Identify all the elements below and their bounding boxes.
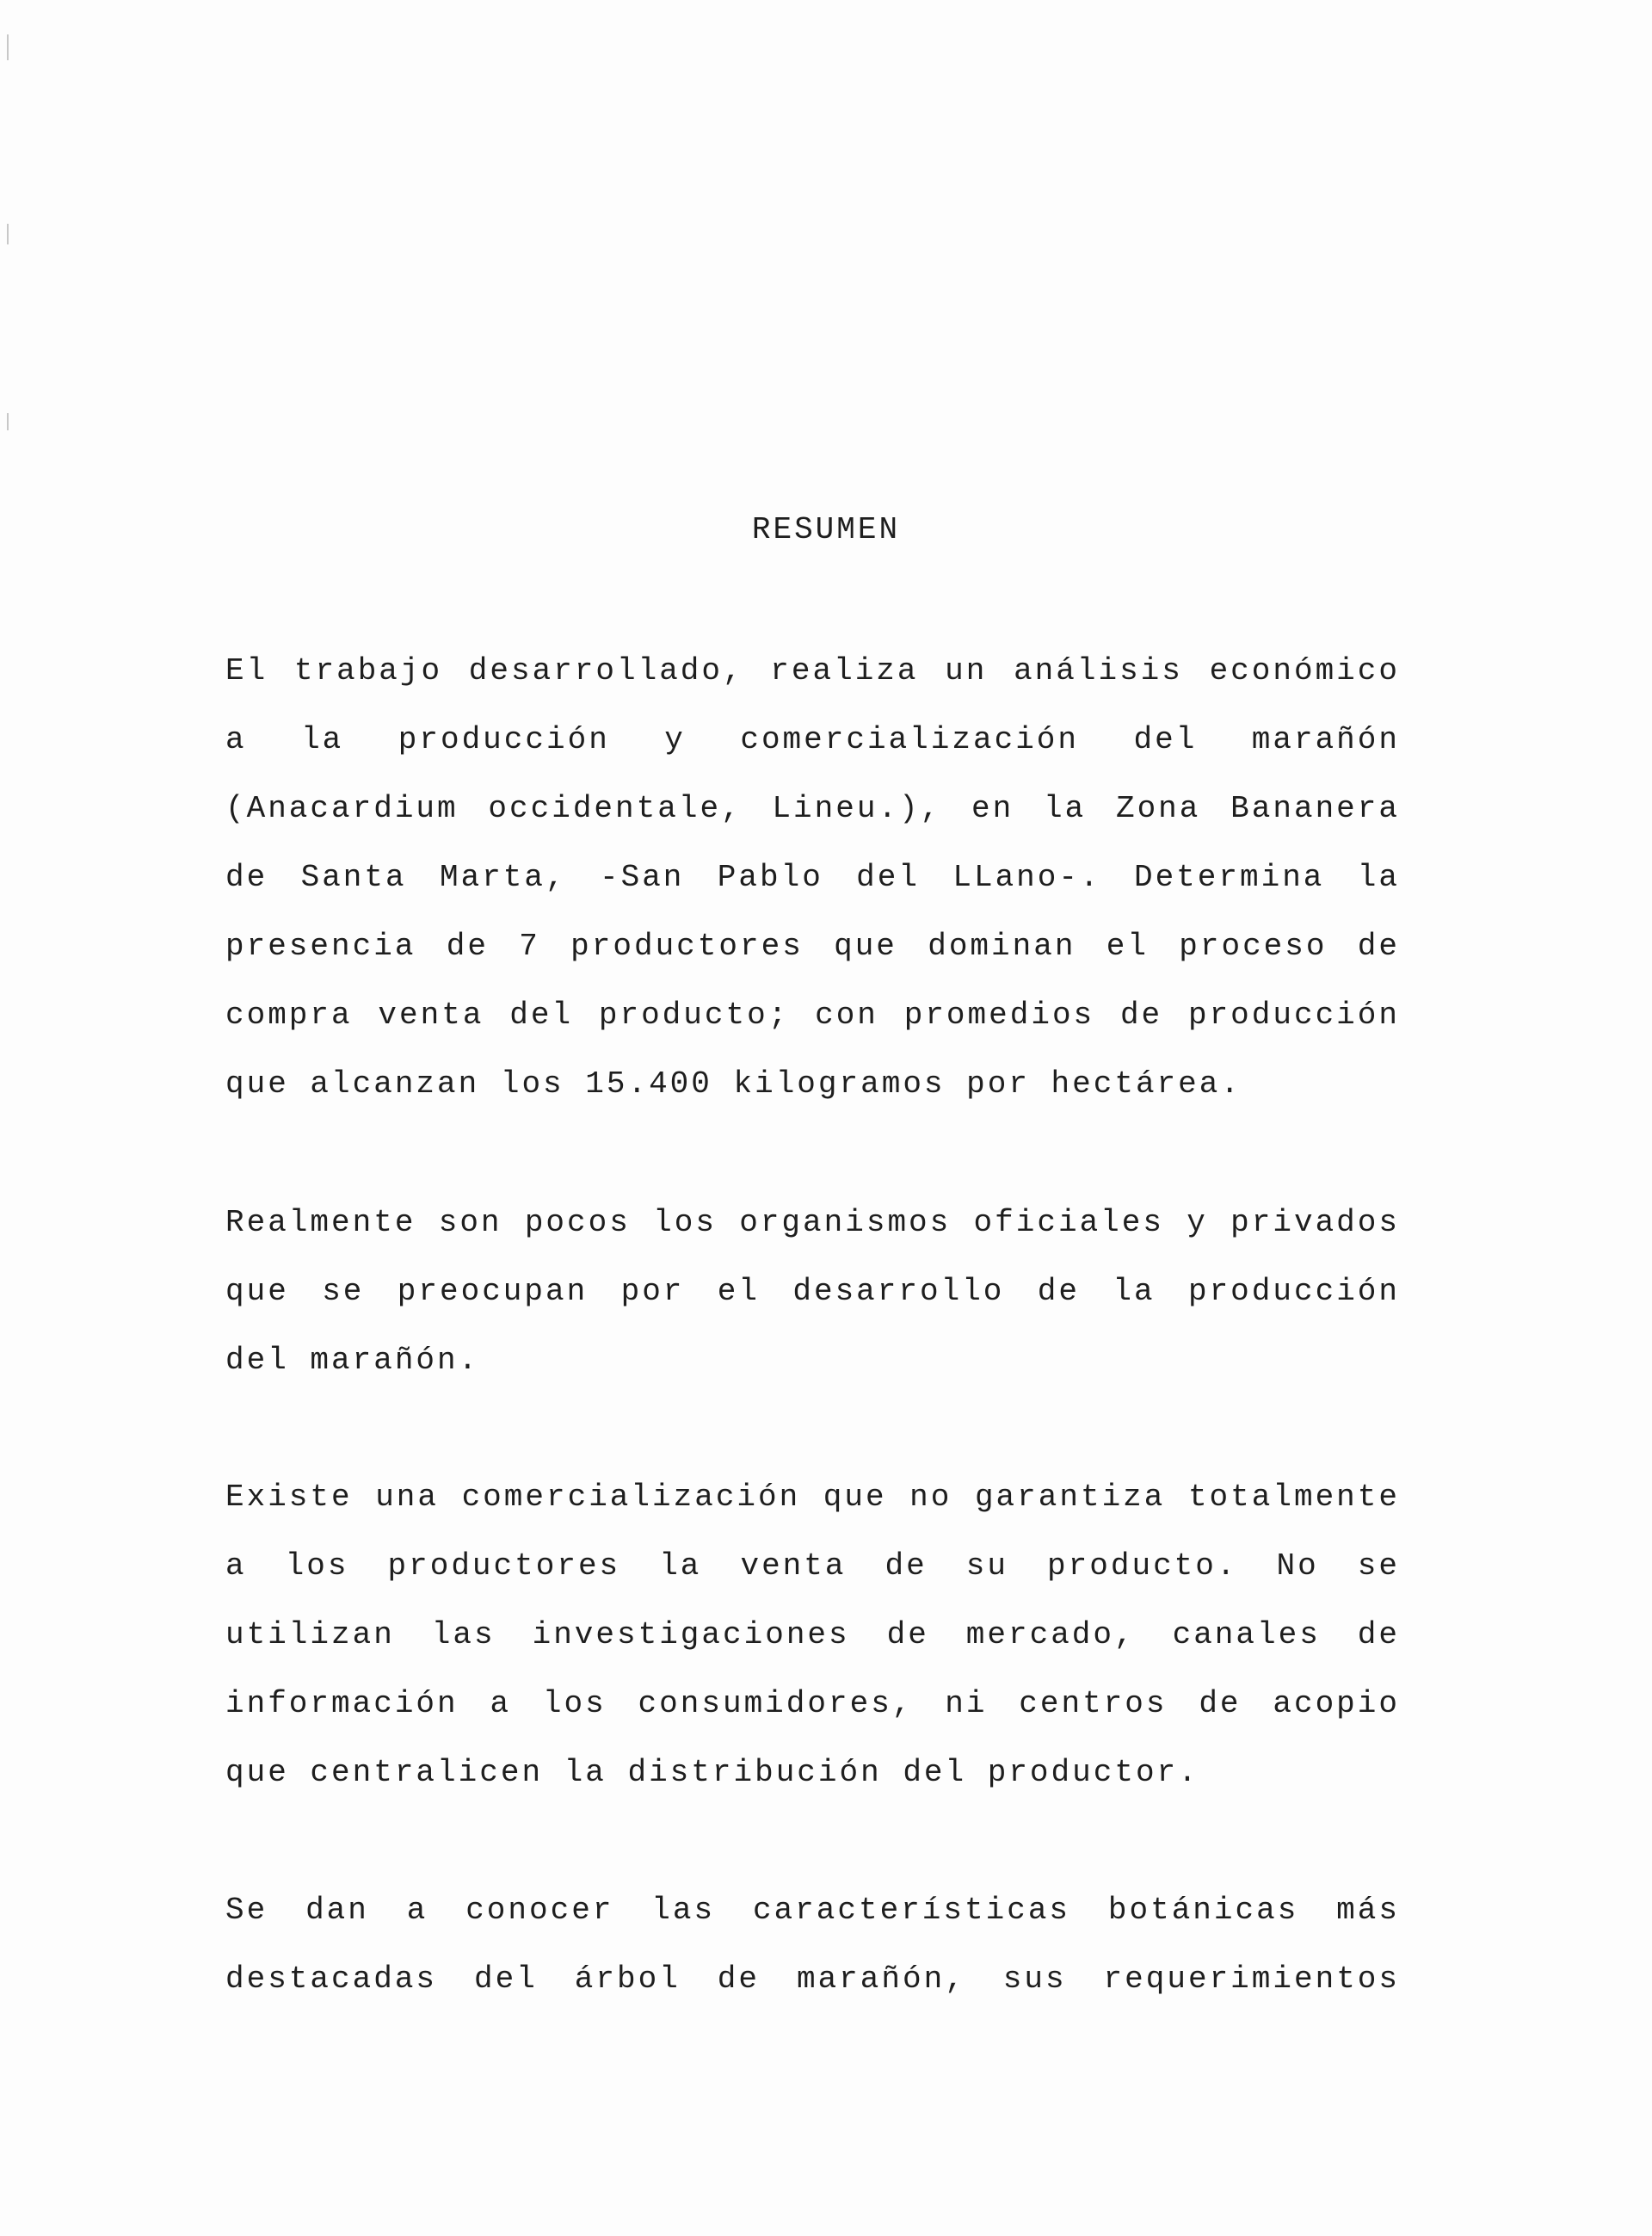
text-line: a la producción y comercialización del marañón — [225, 722, 1400, 757]
text-line: información a los consumidores, ni centros de acopio — [225, 1686, 1400, 1721]
text-line: del marañón. — [225, 1343, 480, 1378]
text-line: Existe una comercialización que no garantiza totalmente — [225, 1479, 1400, 1515]
paragraph-1 — [225, 637, 1400, 1119]
text-line: destacadas del árbol de marañón, sus requerimientos — [225, 1961, 1400, 1997]
text-line: presencia de 7 productores que dominan el proceso de — [225, 929, 1400, 964]
text-line: que se preocupan por el desarrollo de la producción — [225, 1274, 1400, 1309]
text-line: El trabajo desarrollado, realiza un análisis económico — [225, 653, 1400, 689]
text-line: Realmente son pocos los organismos oficiales y privados — [225, 1205, 1400, 1240]
paragraph-4 — [225, 1876, 1400, 2014]
text-line: de Santa Marta, -San Pablo del LLano-. Determina la — [225, 860, 1400, 895]
text-line: a los productores la venta de su producto. No se — [225, 1548, 1400, 1584]
scan-margin-mark — [7, 413, 9, 430]
text-line: que alcanzan los 15.400 kilogramos por hectárea. — [225, 1066, 1242, 1102]
text-line: Se dan a conocer las características botánicas más — [225, 1893, 1400, 1928]
paragraph-3 — [225, 1463, 1400, 1807]
scan-margin-mark — [7, 224, 9, 244]
document-title: RESUMEN — [751, 512, 901, 547]
text-line: (Anacardium occidentale, Lineu.), en la Zona Bananera — [225, 791, 1400, 826]
paragraph-2 — [225, 1189, 1400, 1395]
scan-margin-mark — [7, 34, 9, 60]
text-line: que centralicen la distribución del productor. — [225, 1755, 1199, 1790]
text-line: compra venta del producto; con promedios de producción — [225, 998, 1400, 1033]
text-line: utilizan las investigaciones de mercado, canales de — [225, 1617, 1400, 1652]
